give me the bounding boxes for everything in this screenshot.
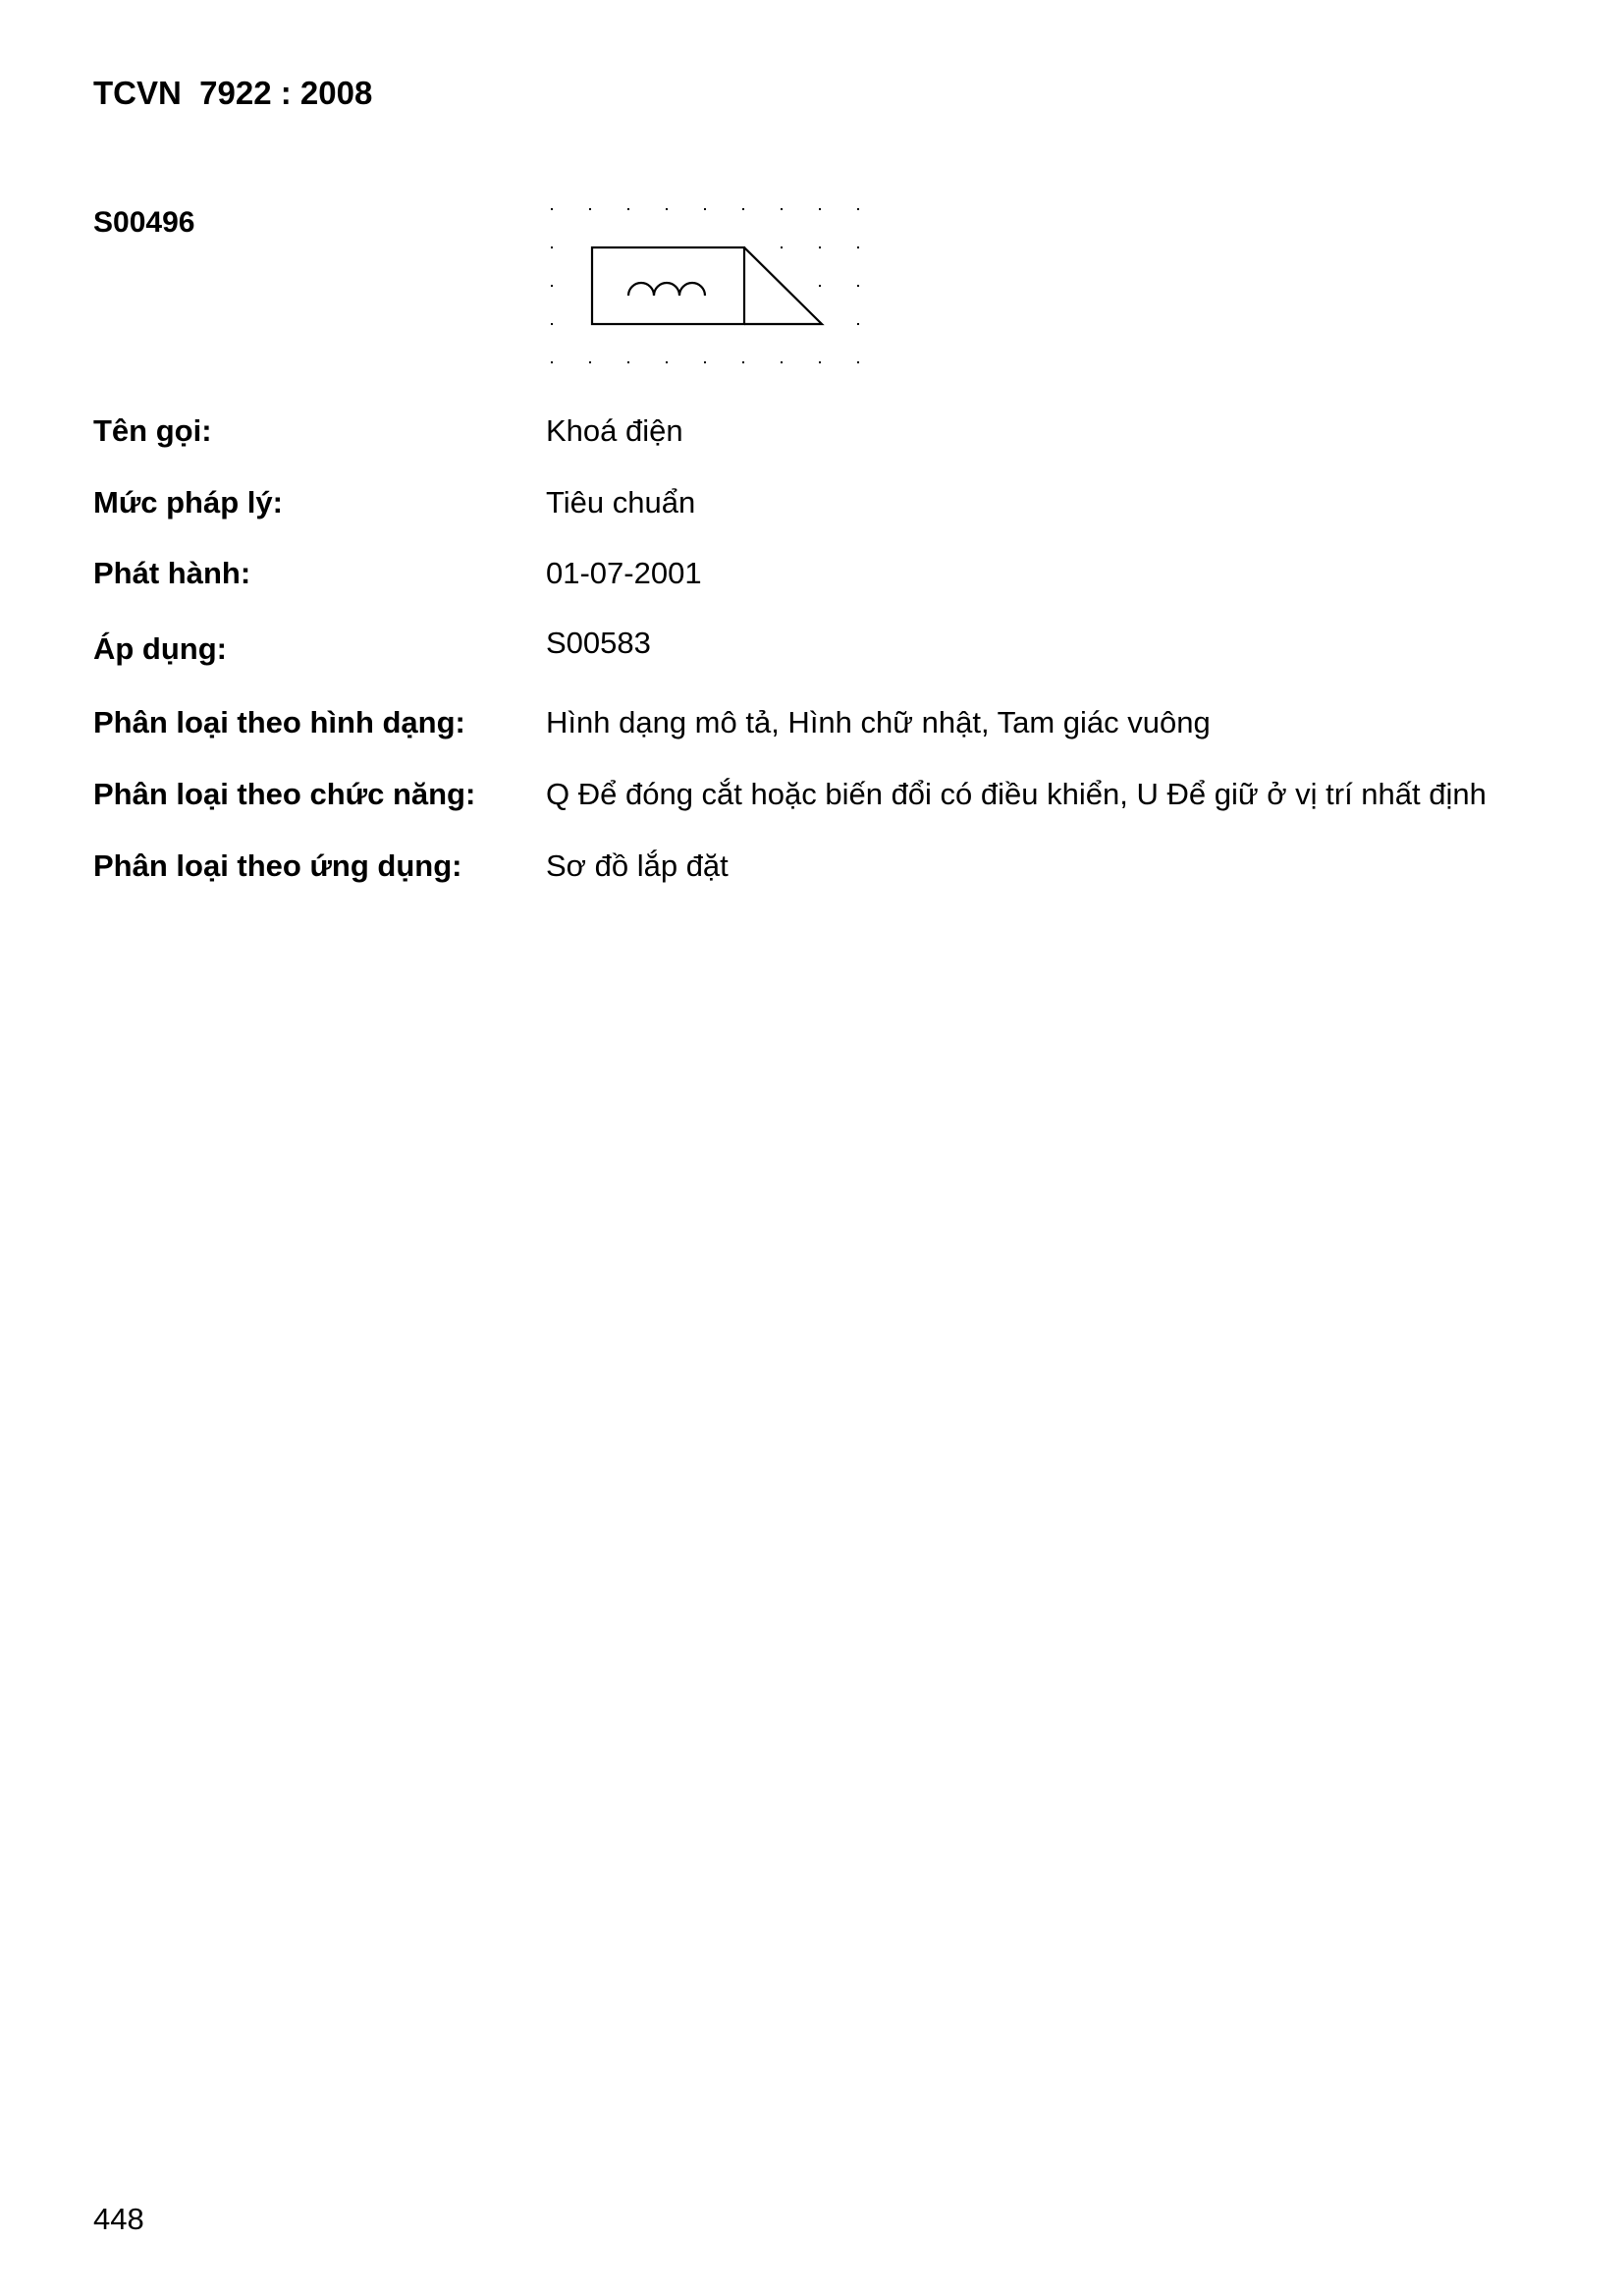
field-label: Phân loại theo chức năng:	[93, 777, 476, 811]
field-row-shape-class	[0, 707, 1624, 746]
symbol-rectangle	[592, 247, 744, 324]
field-label: Mức pháp lý:	[93, 485, 283, 519]
switch-symbol-icon	[545, 201, 879, 373]
symbol-coil	[628, 283, 705, 296]
page-number: 448	[93, 2202, 144, 2236]
field-label: Phân loại theo hình dạng:	[93, 705, 465, 739]
field-value: Sơ đồ lắp đặt	[546, 848, 729, 883]
document-header: TCVN 7922 : 2008	[93, 75, 373, 111]
field-row-issued	[0, 558, 1624, 597]
field-row-legal-level	[0, 487, 1624, 526]
symbol-right-triangle	[744, 247, 822, 324]
field-label: Phát hành:	[93, 556, 251, 590]
field-value: Khoá điện	[546, 413, 683, 448]
field-row-name	[0, 415, 1624, 455]
field-label: Phân loại theo ứng dụng:	[93, 848, 462, 883]
field-row-applied	[0, 626, 1624, 669]
field-value: Hình dạng mô tả, Hình chữ nhật, Tam giác vuông	[546, 705, 1211, 739]
field-row-function-class	[0, 779, 1624, 818]
symbol-code: S00496	[93, 206, 195, 239]
field-value: Q Để đóng cắt hoặc biến đổi có điều khiển, U Để giữ ở vị trí nhất định	[546, 777, 1487, 811]
dot-grid	[551, 208, 859, 363]
field-row-application-class	[0, 850, 1624, 890]
field-value: 01-07-2001	[546, 556, 702, 590]
field-label: Áp dụng:	[93, 631, 228, 666]
field-label: Tên gọi:	[93, 413, 212, 448]
field-value: S00583	[546, 626, 651, 660]
field-value: Tiêu chuẩn	[546, 485, 696, 519]
